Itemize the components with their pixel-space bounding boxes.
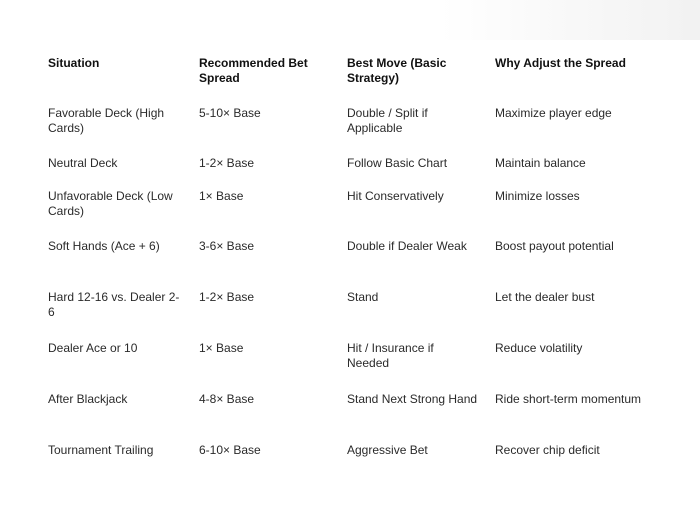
cell-best-move: Follow Basic Chart xyxy=(347,156,448,170)
cell-best-move: Aggressive Bet xyxy=(347,443,428,457)
table-header-row xyxy=(40,50,672,104)
table-row xyxy=(40,187,672,237)
cell-bet-spread: 1× Base xyxy=(199,341,244,355)
table-row xyxy=(40,339,672,390)
cell-bet-spread: 1-2× Base xyxy=(199,156,255,170)
table-row xyxy=(40,237,672,288)
cell-reason: Reduce volatility xyxy=(495,341,583,355)
cell-best-move: Hit Conservatively xyxy=(347,189,444,203)
cell-best-move: Hit / Insurance if Needed xyxy=(347,341,434,370)
table-row xyxy=(40,288,672,339)
cell-bet-spread: 5-10× Base xyxy=(199,106,261,120)
cell-best-move: Stand Next Strong Hand xyxy=(347,392,478,406)
header-why-adjust: Why Adjust the Spread xyxy=(495,56,626,70)
table-row xyxy=(40,390,672,441)
cell-reason: Boost payout potential xyxy=(495,239,614,253)
table-row xyxy=(40,441,672,491)
cell-situation: Unfavorable Deck (Low Cards) xyxy=(48,189,173,218)
table-row xyxy=(40,154,672,187)
cell-bet-spread: 1× Base xyxy=(199,189,244,203)
cell-bet-spread: 1-2× Base xyxy=(199,290,255,304)
cell-best-move: Double / Split if Applicable xyxy=(347,106,428,135)
cell-bet-spread: 4-8× Base xyxy=(199,392,255,406)
cell-reason: Recover chip deficit xyxy=(495,443,600,457)
cell-reason: Maintain balance xyxy=(495,156,586,170)
cell-reason: Let the dealer bust xyxy=(495,290,595,304)
cell-situation: Neutral Deck xyxy=(48,156,118,170)
cell-bet-spread: 3-6× Base xyxy=(199,239,255,253)
cell-situation: After Blackjack xyxy=(48,392,128,406)
cell-situation: Soft Hands (Ace + 6) xyxy=(48,239,160,253)
cell-bet-spread: 6-10× Base xyxy=(199,443,261,457)
header-recommended-bet-spread: Recommended Bet Spread xyxy=(199,56,308,85)
cell-situation: Favorable Deck (High Cards) xyxy=(48,106,165,135)
cell-situation: Tournament Trailing xyxy=(48,443,154,457)
cell-situation: Dealer Ace or 10 xyxy=(48,341,138,355)
cell-reason: Ride short-term momentum xyxy=(495,392,642,406)
cell-best-move: Stand xyxy=(347,290,379,304)
cell-situation: Hard 12-16 vs. Dealer 2-6 xyxy=(48,290,180,319)
header-best-move: Best Move (Basic Strategy) xyxy=(347,56,447,85)
page-shadow xyxy=(440,0,700,40)
bet-spread-table xyxy=(40,50,672,491)
cell-best-move: Double if Dealer Weak xyxy=(347,239,467,253)
cell-reason: Minimize losses xyxy=(495,189,580,203)
header-situation: Situation xyxy=(48,56,100,70)
table-row xyxy=(40,104,672,154)
cell-reason: Maximize player edge xyxy=(495,106,612,120)
